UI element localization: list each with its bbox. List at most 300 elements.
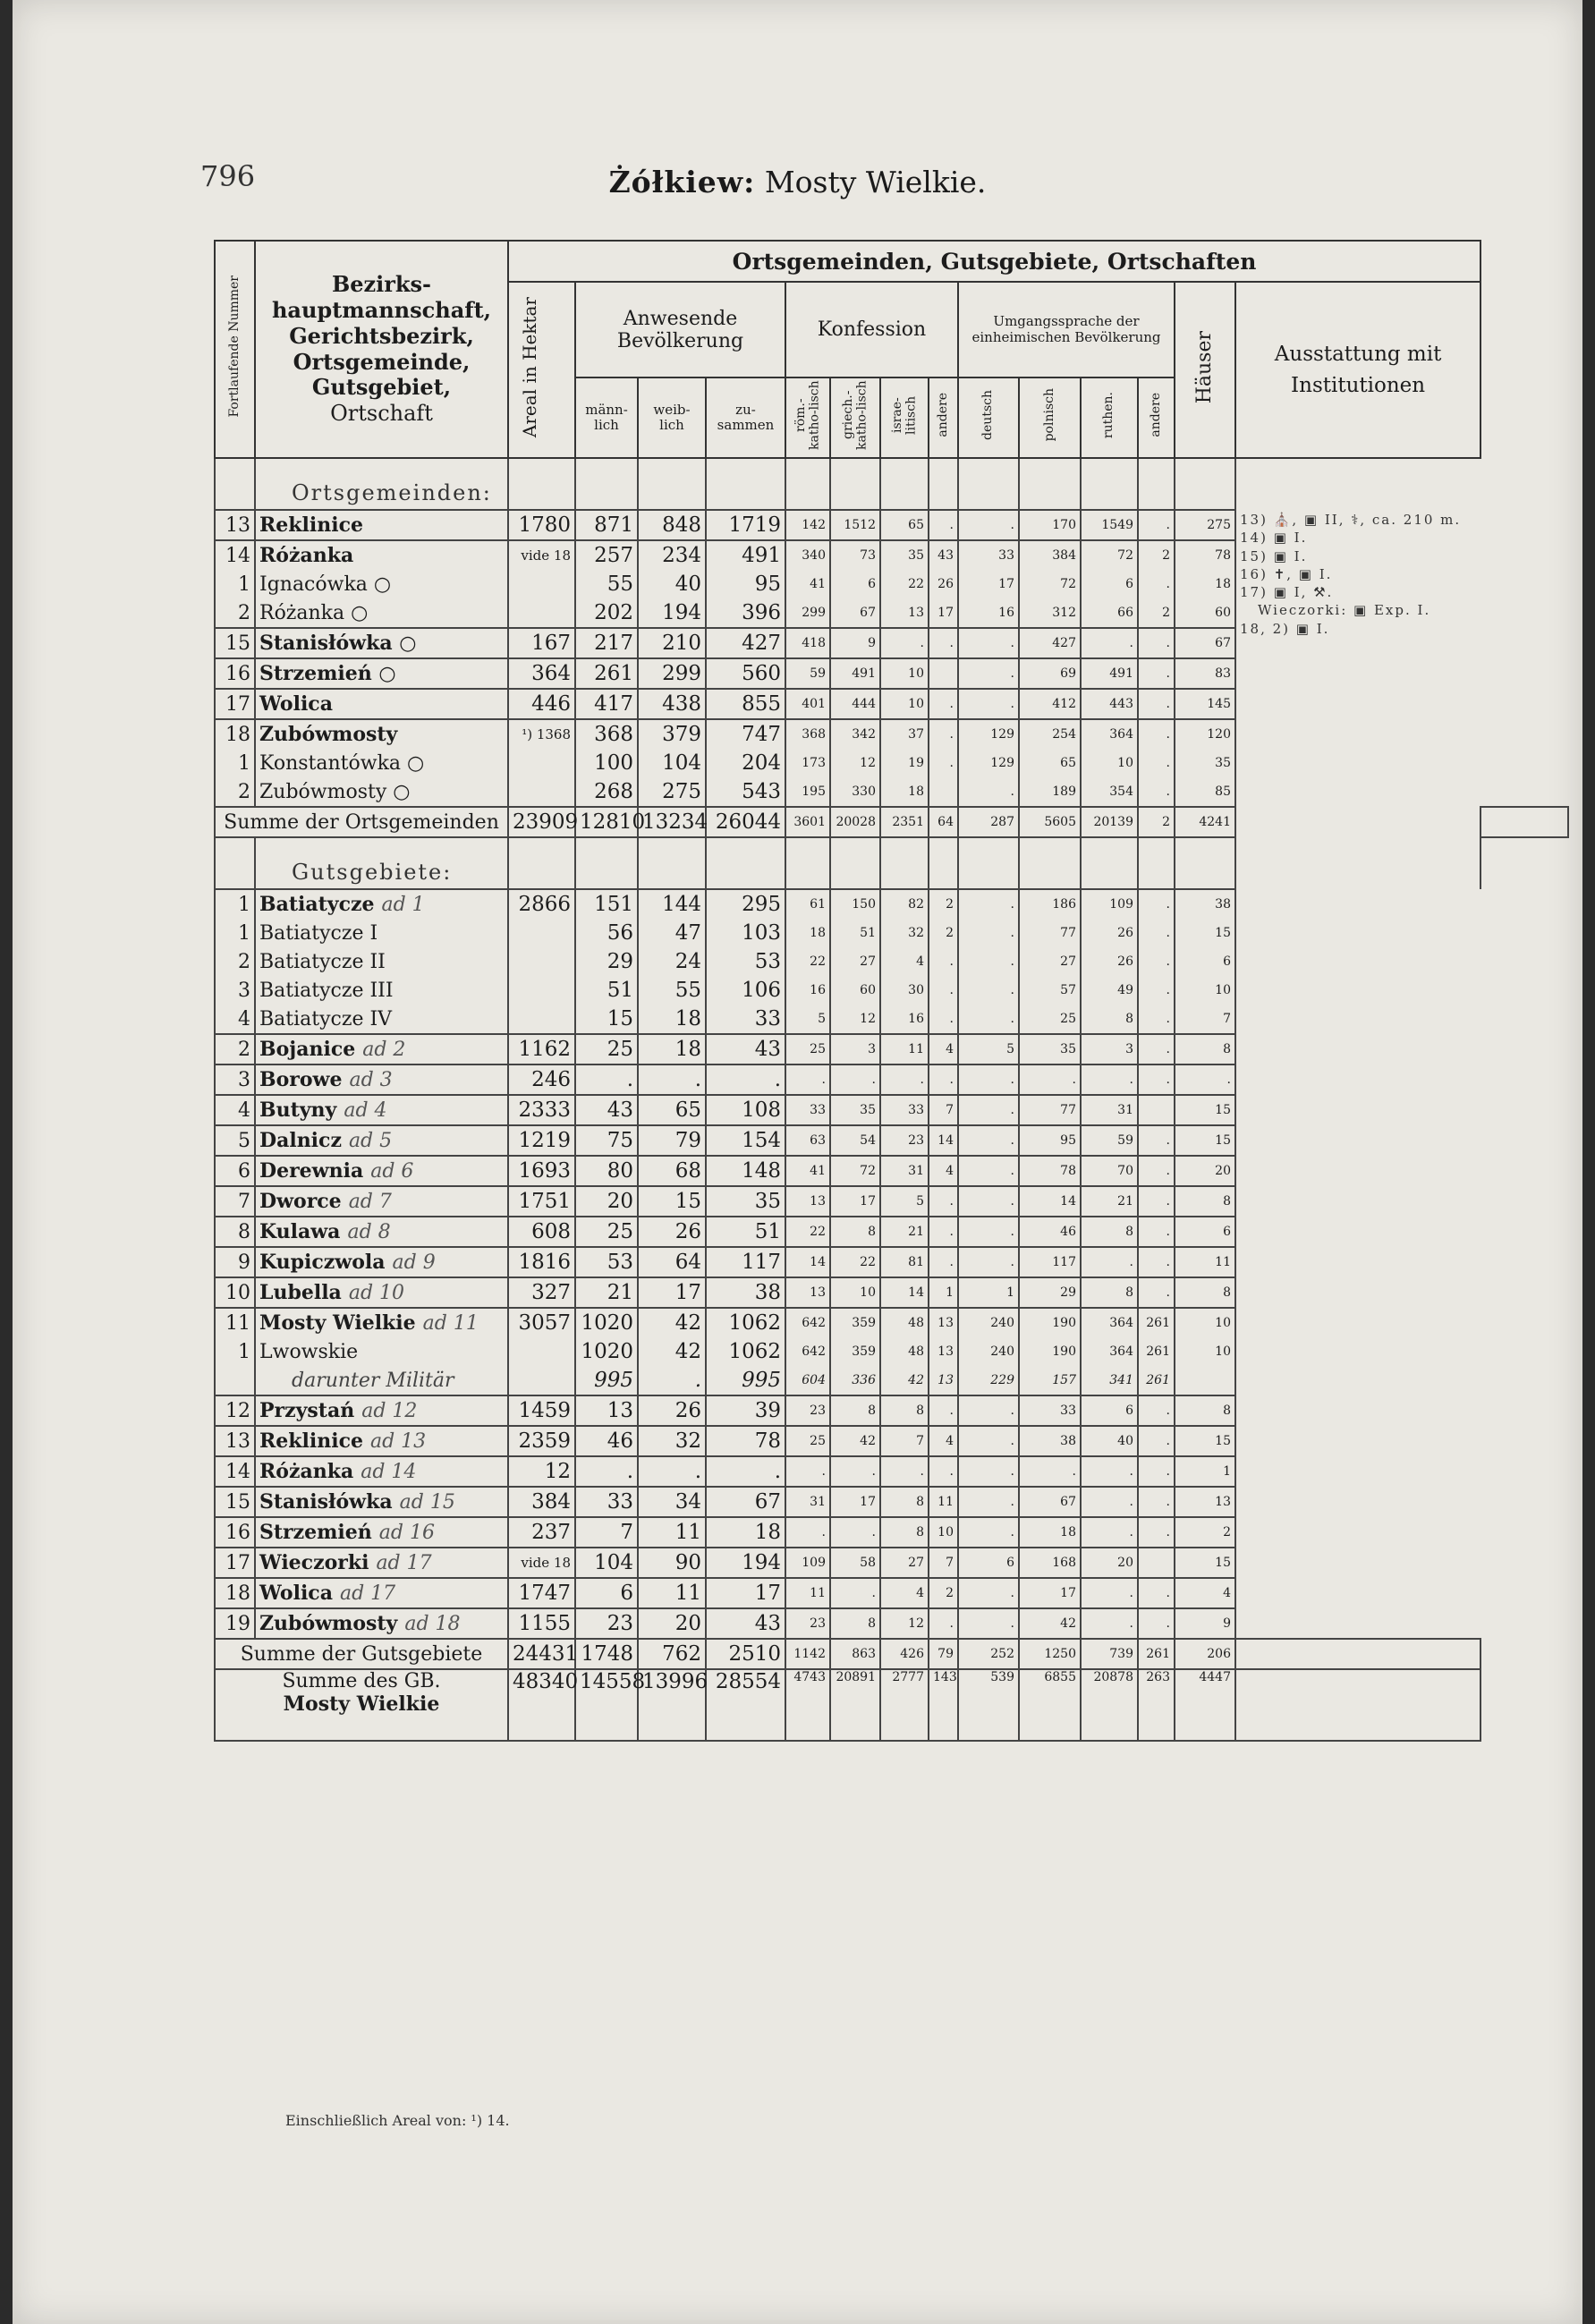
place-name: Batiatycze III [255, 976, 508, 1005]
table-row [215, 919, 1568, 947]
cell-h: 7 [1175, 1005, 1235, 1034]
sum-de: 252 [958, 1639, 1019, 1669]
cell-m: 1020 [575, 1337, 638, 1366]
place-name: Zubówmosty [255, 719, 508, 749]
cell-gk: 10 [830, 1277, 880, 1308]
sum-ru: 20139 [1081, 807, 1138, 837]
cell-o: . [1138, 510, 1175, 540]
cell-ru: . [1081, 1456, 1138, 1487]
cell-de: . [958, 1095, 1019, 1125]
cell-w: 11 [638, 1517, 706, 1548]
group-header: Ortsgemeinden, Gutsgebiete, Ortschaften [508, 241, 1480, 282]
sum-row [215, 1669, 1568, 1741]
col-zusammen: zu-sammen [706, 377, 785, 458]
cell-a: 12 [508, 1456, 575, 1487]
section-heading: Gutsgebiete: [215, 837, 1568, 889]
cell-o: 2 [1138, 598, 1175, 628]
cell-h: 120 [1175, 719, 1235, 749]
cell-a [508, 570, 575, 598]
cell-o: . [1138, 628, 1175, 658]
cell-isr: 48 [880, 1337, 929, 1366]
place-name: Ignacówka ○ [255, 570, 508, 598]
cell-an: 10 [929, 1517, 958, 1548]
col-areal: Areal in Hektar [508, 282, 575, 458]
row-number: 1 [215, 919, 255, 947]
cell-ru: 10 [1081, 749, 1138, 777]
table-row [215, 1608, 1568, 1639]
cell-ru: 491 [1081, 658, 1138, 689]
cell-o: . [1138, 658, 1175, 689]
cell-z: . [706, 1456, 785, 1487]
sum-ru: 20878 [1081, 1669, 1138, 1741]
cell-ru: 364 [1081, 1308, 1138, 1337]
footnote: Einschließlich Areal von: ¹) 14. [285, 2112, 510, 2129]
cell-an: 17 [929, 598, 958, 628]
row-number: 4 [215, 1005, 255, 1034]
cell-ru: 6 [1081, 570, 1138, 598]
cell-rk: 604 [785, 1366, 830, 1395]
cell-ru: . [1081, 1517, 1138, 1548]
col-name: Bezirks-hauptmannschaft, Gerichtsbezirk, Ortsgemeinde, Gutsgebiet, Ortschaft [255, 241, 508, 458]
cell-rk: 63 [785, 1125, 830, 1156]
cell-de: 5 [958, 1034, 1019, 1064]
cell-gk: 72 [830, 1156, 880, 1186]
table-row [215, 1395, 1568, 1426]
cell-w: 234 [638, 540, 706, 570]
cell-isr: 37 [880, 719, 929, 749]
cell-de: . [958, 1125, 1019, 1156]
cell-m: 6 [575, 1578, 638, 1608]
cell-h: 6 [1175, 1217, 1235, 1247]
cell-ru: 40 [1081, 1426, 1138, 1456]
cell-isr: 48 [880, 1308, 929, 1337]
cell-an: 11 [929, 1487, 958, 1517]
cell-rk: . [785, 1456, 830, 1487]
cell-w: 90 [638, 1548, 706, 1578]
cell-pl: 427 [1019, 628, 1081, 658]
sum-w: 762 [638, 1639, 706, 1669]
place-name: Kupiczwola ad 9 [255, 1247, 508, 1277]
cell-m: 202 [575, 598, 638, 628]
sum-isr: 426 [880, 1639, 929, 1669]
place-name: Wolica ad 17 [255, 1578, 508, 1608]
row-number: 1 [215, 749, 255, 777]
cell-m: 29 [575, 947, 638, 976]
place-name: Stanisłówka ad 15 [255, 1487, 508, 1517]
cell-ru: 109 [1081, 889, 1138, 919]
cell-gk: 491 [830, 658, 880, 689]
cell-a [508, 1337, 575, 1366]
sum-de: 539 [958, 1669, 1019, 1741]
sum-de: 287 [958, 807, 1019, 837]
cell-a [508, 947, 575, 976]
cell-h: 8 [1175, 1034, 1235, 1064]
cell-ru: 6 [1081, 1395, 1138, 1426]
cell-an [929, 777, 958, 807]
cell-a: ¹) 1368 [508, 719, 575, 749]
cell-pl: 29 [1019, 1277, 1081, 1308]
cell-isr: 8 [880, 1517, 929, 1548]
cell-h: 20 [1175, 1156, 1235, 1186]
statistics-table [214, 240, 1569, 1742]
cell-de: . [958, 1005, 1019, 1034]
cell-a: 237 [508, 1517, 575, 1548]
ad-reference: ad 3 [349, 1069, 393, 1091]
cell-an: . [929, 976, 958, 1005]
col-lfd-nummer: Fortlaufende Nummer [215, 241, 255, 458]
cell-o: . [1138, 919, 1175, 947]
cell-ru: 341 [1081, 1366, 1138, 1395]
cell-m: 417 [575, 689, 638, 719]
cell-o: . [1138, 1005, 1175, 1034]
cell-z: 17 [706, 1578, 785, 1608]
place-name: Bojanice ad 2 [255, 1034, 508, 1064]
cell-pl: 168 [1019, 1548, 1081, 1578]
cell-an: 2 [929, 1578, 958, 1608]
cell-z: 148 [706, 1156, 785, 1186]
cell-z: 204 [706, 749, 785, 777]
cell-w: 64 [638, 1247, 706, 1277]
cell-ru: 8 [1081, 1277, 1138, 1308]
place-name: Różanka ○ [255, 598, 508, 628]
cell-gk: 73 [830, 540, 880, 570]
cell-an [929, 658, 958, 689]
col-deutsch: deutsch [958, 377, 1019, 458]
cell-o: . [1138, 749, 1175, 777]
cell-ru: 20 [1081, 1548, 1138, 1578]
cell-w: 40 [638, 570, 706, 598]
cell-gk: 58 [830, 1548, 880, 1578]
cell-a [508, 749, 575, 777]
row-number: 3 [215, 1064, 255, 1095]
cell-o: . [1138, 1517, 1175, 1548]
cell-pl: 77 [1019, 1095, 1081, 1125]
ad-reference: ad 16 [378, 1522, 435, 1544]
ad-reference: ad 15 [399, 1491, 455, 1514]
cell-o [1138, 1095, 1175, 1125]
cell-an: . [929, 1456, 958, 1487]
cell-ru: 66 [1081, 598, 1138, 628]
cell-a: 1693 [508, 1156, 575, 1186]
cell-de: . [958, 976, 1019, 1005]
cell-an: 43 [929, 540, 958, 570]
cell-w: 144 [638, 889, 706, 919]
cell-o: . [1138, 1395, 1175, 1426]
cell-z: 543 [706, 777, 785, 807]
cell-gk: 6 [830, 570, 880, 598]
cell-w: . [638, 1064, 706, 1095]
cell-an: . [929, 1395, 958, 1426]
cell-an: 2 [929, 919, 958, 947]
cell-pl: 65 [1019, 749, 1081, 777]
cell-z: 855 [706, 689, 785, 719]
cell-z: 95 [706, 570, 785, 598]
cell-z: 33 [706, 1005, 785, 1034]
ad-reference: ad 18 [404, 1613, 461, 1635]
cell-isr: 21 [880, 1217, 929, 1247]
cell-rk: . [785, 1064, 830, 1095]
cell-gk: 27 [830, 947, 880, 976]
cell-pl: 67 [1019, 1487, 1081, 1517]
ad-reference: ad 12 [361, 1400, 418, 1422]
cell-w: 32 [638, 1426, 706, 1456]
cell-w: 26 [638, 1217, 706, 1247]
cell-de: . [958, 1608, 1019, 1639]
cell-w: 17 [638, 1277, 706, 1308]
row-number: 3 [215, 976, 255, 1005]
cell-gk: 17 [830, 1487, 880, 1517]
cell-pl: 38 [1019, 1426, 1081, 1456]
cell-gk: 12 [830, 749, 880, 777]
ad-reference: ad 17 [339, 1582, 396, 1605]
cell-o: . [1138, 976, 1175, 1005]
cell-z: 78 [706, 1426, 785, 1456]
row-number: 5 [215, 1125, 255, 1156]
row-number: 17 [215, 689, 255, 719]
row-number: 13 [215, 510, 255, 540]
cell-de: 129 [958, 719, 1019, 749]
place-name: Różanka ad 14 [255, 1456, 508, 1487]
table-row [215, 1277, 1568, 1308]
cell-de: . [958, 1186, 1019, 1217]
cell-o: . [1138, 1186, 1175, 1217]
cell-rk: 195 [785, 777, 830, 807]
cell-an: 4 [929, 1426, 958, 1456]
cell-gk: 3 [830, 1034, 880, 1064]
cell-h: 2 [1175, 1517, 1235, 1548]
ad-reference: ad 17 [376, 1552, 432, 1574]
cell-a: 167 [508, 628, 575, 658]
cell-o: . [1138, 1608, 1175, 1639]
cell-gk: 359 [830, 1308, 880, 1337]
cell-o: . [1138, 1456, 1175, 1487]
sum-m: 1748 [575, 1639, 638, 1669]
row-number: 10 [215, 1277, 255, 1308]
row-number: 2 [215, 598, 255, 628]
sum-w: 13996 [638, 1669, 706, 1741]
cell-ru: 31 [1081, 1095, 1138, 1125]
row-number: 1 [215, 570, 255, 598]
cell-an: . [929, 628, 958, 658]
cell-an: 2 [929, 889, 958, 919]
cell-isr: 30 [880, 976, 929, 1005]
cell-de: . [958, 919, 1019, 947]
cell-h: 83 [1175, 658, 1235, 689]
cell-a [508, 919, 575, 947]
table-row [215, 1156, 1568, 1186]
cell-gk: 330 [830, 777, 880, 807]
row-number: 16 [215, 1517, 255, 1548]
title-court: Mosty Wielkie. [755, 165, 987, 199]
table-row [215, 1247, 1568, 1277]
sum-gk: 20891 [830, 1669, 880, 1741]
ad-reference: ad 9 [392, 1251, 436, 1274]
cell-gk: 8 [830, 1395, 880, 1426]
cell-w: 47 [638, 919, 706, 947]
col-haeuser: Häuser [1175, 282, 1235, 458]
cell-isr: . [880, 1064, 929, 1095]
cell-z: 35 [706, 1186, 785, 1217]
cell-a: vide 18 [508, 540, 575, 570]
cell-w: 275 [638, 777, 706, 807]
cell-a: 246 [508, 1064, 575, 1095]
cell-a: 1780 [508, 510, 575, 540]
cell-pl: 95 [1019, 1125, 1081, 1156]
col-weiblich: weib-lich [638, 377, 706, 458]
cell-an: . [929, 1247, 958, 1277]
cell-w: 104 [638, 749, 706, 777]
cell-h: 18 [1175, 570, 1235, 598]
col-roem-kath: röm.-katho-lisch [785, 377, 830, 458]
cell-rk: 368 [785, 719, 830, 749]
sum-a: 23909 [508, 807, 575, 837]
cell-w: 438 [638, 689, 706, 719]
sum-h: 4447 [1175, 1669, 1235, 1741]
sum-label: Summe des GB. Mosty Wielkie [215, 1669, 508, 1741]
cell-h: 10 [1175, 1308, 1235, 1337]
cell-an: . [929, 1608, 958, 1639]
cell-rk: 25 [785, 1426, 830, 1456]
cell-z: 1062 [706, 1337, 785, 1366]
cell-isr: 5 [880, 1186, 929, 1217]
cell-a: 1155 [508, 1608, 575, 1639]
cell-gk: . [830, 1517, 880, 1548]
cell-z: 67 [706, 1487, 785, 1517]
cell-w: 55 [638, 976, 706, 1005]
cell-an: 13 [929, 1337, 958, 1366]
place-name: Batiatycze ad 1 [255, 889, 508, 919]
cell-m: 104 [575, 1548, 638, 1578]
cell-ru: 26 [1081, 947, 1138, 976]
cell-rk: 418 [785, 628, 830, 658]
cell-m: 51 [575, 976, 638, 1005]
cell-isr: 23 [880, 1125, 929, 1156]
cell-ru: 1549 [1081, 510, 1138, 540]
sum-o: 261 [1138, 1639, 1175, 1669]
cell-rk: 13 [785, 1277, 830, 1308]
cell-pl: 186 [1019, 889, 1081, 919]
cell-rk: 61 [785, 889, 830, 919]
sum-z: 2510 [706, 1639, 785, 1669]
cell-o: . [1138, 777, 1175, 807]
place-name: Dalnicz ad 5 [255, 1125, 508, 1156]
cell-o: . [1138, 1034, 1175, 1064]
cell-de: . [958, 1217, 1019, 1247]
cell-a [508, 976, 575, 1005]
cell-o: . [1138, 1487, 1175, 1517]
cell-de: . [958, 777, 1019, 807]
row-number: 17 [215, 1548, 255, 1578]
cell-rk: 642 [785, 1337, 830, 1366]
cell-an: 13 [929, 1366, 958, 1395]
sum-ru: 739 [1081, 1639, 1138, 1669]
cell-de: 17 [958, 570, 1019, 598]
place-name: Zubówmosty ○ [255, 777, 508, 807]
place-name: Reklinice ad 13 [255, 1426, 508, 1456]
cell-isr: 35 [880, 540, 929, 570]
sum-a: 24431 [508, 1639, 575, 1669]
cell-z: . [706, 1064, 785, 1095]
cell-z: 995 [706, 1366, 785, 1395]
cell-isr: 82 [880, 889, 929, 919]
cell-rk: 11 [785, 1578, 830, 1608]
sum-an: 79 [929, 1639, 958, 1669]
cell-ru: 443 [1081, 689, 1138, 719]
sum-o: 2 [1138, 807, 1175, 837]
cell-de: 229 [958, 1366, 1019, 1395]
cell-pl: 27 [1019, 947, 1081, 976]
cell-rk: 401 [785, 689, 830, 719]
cell-isr: 65 [880, 510, 929, 540]
cell-m: 46 [575, 1426, 638, 1456]
cell-pl: 170 [1019, 510, 1081, 540]
cell-an: . [929, 1186, 958, 1217]
cell-an: 13 [929, 1308, 958, 1337]
ad-reference: ad 7 [348, 1191, 392, 1213]
cell-isr: 32 [880, 919, 929, 947]
cell-gk: 17 [830, 1186, 880, 1217]
cell-z: 39 [706, 1395, 785, 1426]
cell-o: . [1138, 889, 1175, 919]
table-row [215, 1337, 1568, 1366]
cell-m: 151 [575, 889, 638, 919]
cell-pl: 57 [1019, 976, 1081, 1005]
cell-de: 129 [958, 749, 1019, 777]
cell-w: 379 [638, 719, 706, 749]
place-name: Batiatycze I [255, 919, 508, 947]
place-name: Batiatycze II [255, 947, 508, 976]
cell-rk: 59 [785, 658, 830, 689]
cell-rk: 142 [785, 510, 830, 540]
cell-w: 26 [638, 1395, 706, 1426]
cell-o: 261 [1138, 1308, 1175, 1337]
row-number: 19 [215, 1608, 255, 1639]
cell-w: 68 [638, 1156, 706, 1186]
cell-rk: 173 [785, 749, 830, 777]
cell-ru: 8 [1081, 1217, 1138, 1247]
cell-h: 35 [1175, 749, 1235, 777]
cell-isr: 8 [880, 1395, 929, 1426]
table-row [215, 1548, 1568, 1578]
cell-o: 261 [1138, 1366, 1175, 1395]
cell-w: 34 [638, 1487, 706, 1517]
cell-m: 100 [575, 749, 638, 777]
cell-de: . [958, 947, 1019, 976]
row-number [215, 1366, 255, 1395]
table-row [215, 1517, 1568, 1548]
place-name: Przystań ad 12 [255, 1395, 508, 1426]
cell-z: 106 [706, 976, 785, 1005]
cell-isr: 4 [880, 1578, 929, 1608]
sum-z: 28554 [706, 1669, 785, 1741]
col-maennlich: männ-lich [575, 377, 638, 458]
cell-gk: 9 [830, 628, 880, 658]
cell-h: 8 [1175, 1395, 1235, 1426]
cell-w: 18 [638, 1005, 706, 1034]
cell-isr: 11 [880, 1034, 929, 1064]
cell-pl: 157 [1019, 1366, 1081, 1395]
cell-m: 25 [575, 1034, 638, 1064]
cell-z: 103 [706, 919, 785, 947]
cell-rk: 13 [785, 1186, 830, 1217]
cell-de: . [958, 1426, 1019, 1456]
cell-w: 15 [638, 1186, 706, 1217]
cell-o: . [1138, 1125, 1175, 1156]
cell-a: 2333 [508, 1095, 575, 1125]
cell-ru: 8 [1081, 1005, 1138, 1034]
cell-z: 427 [706, 628, 785, 658]
cell-ru: . [1081, 1487, 1138, 1517]
